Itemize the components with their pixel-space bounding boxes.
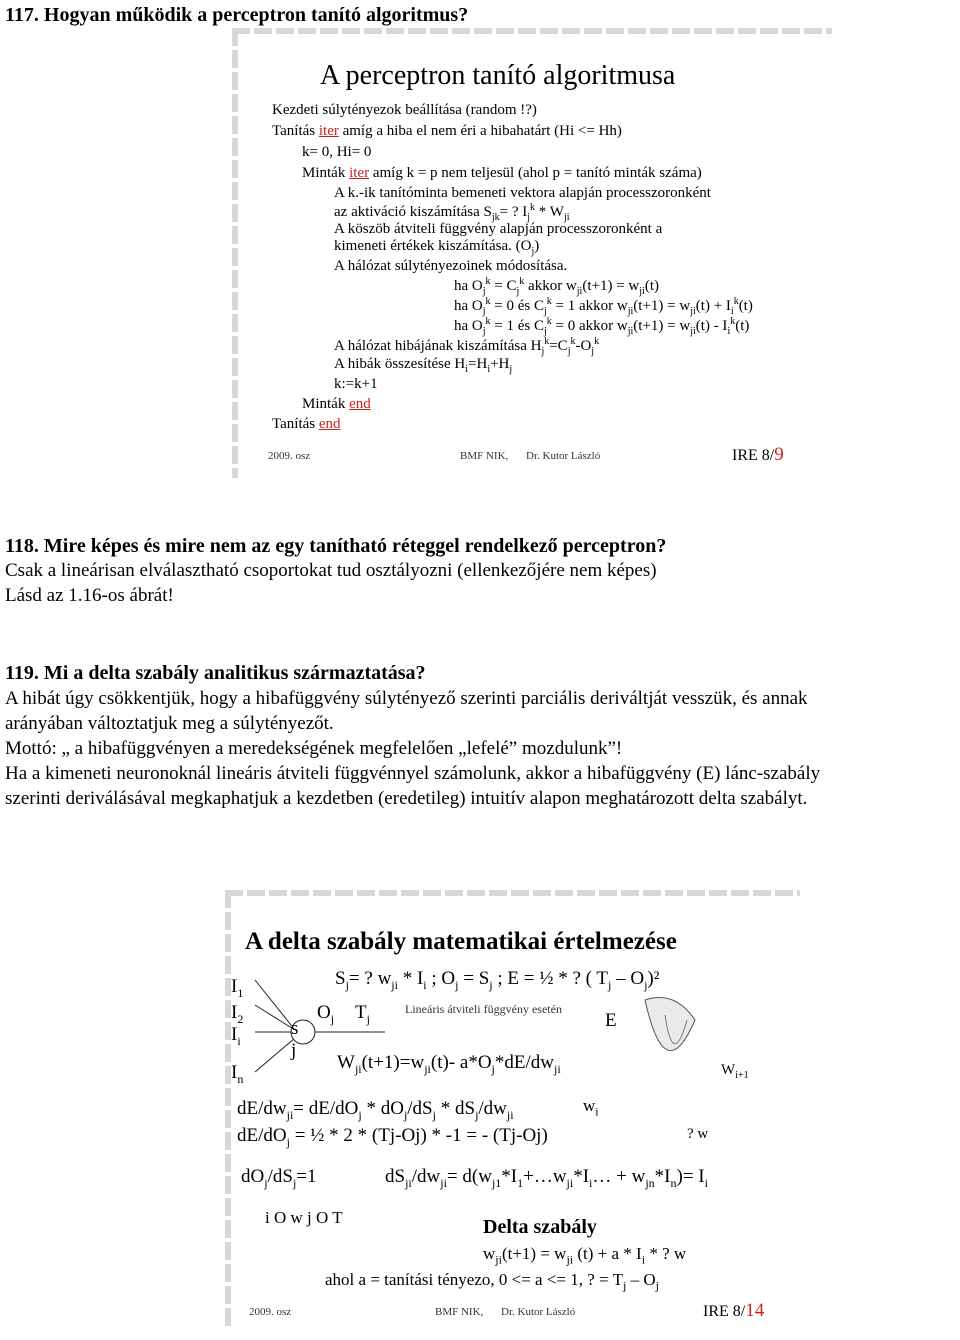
answer-118-line-2: Lásd az 1.16-os ábrát!	[5, 585, 174, 606]
slide-line-5: A k.-ik tanítóminta bemeneti vektora alapján processzoronként	[334, 185, 711, 201]
slide-top-band	[232, 28, 832, 34]
footer-page: IRE 8/9	[732, 444, 784, 465]
footer-institution: BMF NIK,	[460, 450, 509, 462]
bottom-diagram-labels: i O w j O T	[265, 1208, 343, 1227]
answer-119-line-4: Ha a kimeneti neuronoknál lineáris átviteli függvénnyel számolunk, akkor a hibafüggvény (E) lánc-szabály	[5, 763, 821, 784]
slide-line-2: Tanítás iter amíg a hiba el nem éri a hibahatárt (Hi <= Hh)	[272, 123, 622, 139]
footer-year: 2009. osz	[249, 1306, 292, 1318]
rule-1: ha $O_j^k = C_j^k$ akkor $w_{ji}(t+1) = w_{ji}(t)$	[454, 276, 659, 297]
neuron-s-label: s	[291, 1018, 299, 1039]
delta-rule-title: Delta szabály	[483, 1216, 597, 1238]
w-i-label: $w_i$	[583, 1096, 599, 1119]
network-diagram	[225, 960, 800, 1110]
slide-line-8: kimeneti értékek kiszámítása. $(O_j)$	[334, 238, 540, 257]
input-1: $I_1$	[231, 976, 244, 1000]
slide-left-band	[225, 890, 231, 1330]
chain-rule-2: $dE/dO_j$ = ½ * 2 * (Tj-Oj) * -1 = - (Tj-Oj)	[237, 1125, 548, 1149]
answer-118-line-1: Csak a lineárisan elválasztható csoportokat tud osztályozni (ellenkezőjére nem képes)	[5, 560, 657, 581]
rule-3: ha $O_j^k = 1$ és $C_j^k = 0$ akkor $w_{ji}(t+1) = w_{ji}(t) - I_i^k(t)$	[454, 316, 750, 337]
output-O-label: $O_j$	[317, 1002, 335, 1026]
slide-line-6: az aktiváció kiszámítása $S_{jk}=$ ? $I_j^k * W_{ji}$	[334, 202, 570, 223]
answer-119-line-3: Mottó: „ a hibafüggvényen a meredekségének megfelelően „lefelé” mozdulunk”!	[5, 738, 623, 759]
input-n: $I_n$	[231, 1062, 244, 1086]
slide-top-band	[225, 890, 800, 896]
slide-delta-rule	[225, 890, 800, 1330]
target-T-label: $T_j$	[355, 1002, 370, 1026]
derivative-2: $dS_{ji}/dw_{ji}=$ $d(w_{j1}*I_1+\dots w_{ji}*I_i\dots + w_{jn}*I_n)= I_i$	[385, 1166, 708, 1190]
input-i: $I_i$	[231, 1024, 241, 1048]
slide-line-14: Tanítás end	[272, 416, 341, 432]
slide-line-4: Minták iter amíg k = p nem teljesül (ahol p = tanító minták száma)	[302, 165, 702, 181]
input-2: $I_2$	[231, 1002, 244, 1026]
slide-line-3: k= 0, Hi= 0	[302, 144, 372, 160]
w-i-plus-1: $W_{i+1}$	[721, 1062, 749, 1081]
answer-119-line-2: arányában változtatjuk meg a súlytényezőt.	[5, 713, 334, 734]
footer-page: IRE 8/14	[703, 1300, 765, 1321]
slide-title: A perceptron tanító algoritmusa	[320, 60, 676, 91]
footer-year: 2009. osz	[268, 450, 311, 462]
formula-line: $S_j=$ ? $w_{ji} * I_i$ ; $O_j = S_j$ ; E = ½ * ? ( $T_j - O_j)^2$	[335, 968, 660, 992]
chain-rule-1: $dE/dw_{ji}= dE/dO_j * dO_j/dS_j * dS_j/dw_{ji}$	[237, 1098, 514, 1122]
weight-update-formula: $W_{ji}(t+1)=w_{ji}(t)-$ $a*O_j*dE/dw_{ji}$	[337, 1052, 561, 1076]
slide-line-1: Kezdeti súlytényezok beállítása (random !?)	[272, 102, 537, 118]
slide-line-12: k:=k+1	[334, 376, 378, 392]
slide-left-band	[232, 28, 238, 478]
delta-w-label: ? w	[687, 1126, 709, 1142]
slide-line-13: Minták end	[302, 396, 371, 412]
derivative-1: $dO_j/dS_j=1$	[241, 1166, 317, 1190]
linear-note: Lineáris átviteli függvény esetén	[405, 1002, 562, 1016]
neuron-j-label: j	[291, 1040, 297, 1061]
answer-119-line-5: szerinti deriválásával megkaphatjuk a kezdetben (eredetileg) intuitív alapon meghatározott delta szabályt.	[5, 788, 808, 809]
answer-119-line-1: A hibát úgy csökkentjük, hogy a hibafüggvény súlytényező szerinti parciális deriváltját vesszük, és annak	[5, 688, 808, 709]
slide-perceptron-algorithm	[232, 28, 832, 478]
delta-rule-formula: $w_{ji}(t+1) = w_{ji}$ $(t) + a * I_i$ * ? w	[483, 1244, 687, 1267]
slide-line-7: A köszöb átviteli függvény alapján processzoronként a	[334, 221, 663, 237]
question-119: 119. Mi a delta szabály analitikus származtatása?	[5, 662, 426, 684]
slide-line-9: A hálózat súlytényezoinek módosítása.	[334, 258, 568, 274]
slide-line-10: A hálózat hibájának kiszámítása $H_j^k=C_j^k-O_j^k$	[334, 336, 600, 357]
footer-author: Dr. Kutor László	[501, 1306, 576, 1318]
slide-line-11: A hibák összesítése $H_i=H_i+H_j$	[334, 356, 513, 375]
error-E-label: E	[605, 1010, 617, 1031]
rule-2: ha $O_j^k = 0$ és $C_j^k = 1$ akkor $w_{ji}(t+1) = w_{ji}(t) + I_i^k(t)$	[454, 296, 753, 317]
footer-author: Dr. Kutor László	[526, 450, 601, 462]
question-117: 117. Hogyan működik a perceptron tanító algoritmus?	[5, 4, 469, 26]
footer-institution: BMF NIK,	[435, 1306, 484, 1318]
slide-title: A delta szabály matematikai értelmezése	[245, 928, 677, 955]
question-118: 118. Mire képes és mire nem az egy tanítható réteggel rendelkező perceptron?	[5, 535, 667, 557]
delta-rule-explanation: ahol a = tanítási tényezo, 0 <= a <= 1, ? = $T_j - O_j$	[325, 1270, 659, 1293]
